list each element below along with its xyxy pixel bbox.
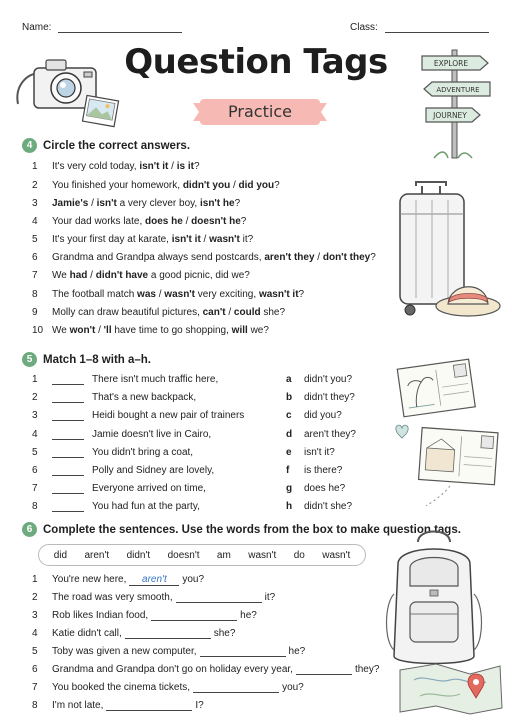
option-b[interactable]: could [233, 307, 261, 318]
camera-icon [12, 44, 124, 132]
circle-item-5: 5 It's your first day at karate, isn't it / wasn't it? [32, 234, 254, 245]
match-left-3: 3 Heidi bought a new pair of trainers [32, 410, 245, 421]
option-b[interactable]: did you [238, 180, 275, 191]
option-a[interactable]: was [137, 289, 156, 300]
match-right-c: c did you? [286, 410, 342, 421]
answer-blank[interactable] [200, 648, 286, 657]
word: aren't [84, 549, 110, 561]
match-left-2: 2 That's a new backpack, [32, 392, 197, 403]
class-label: Class: [350, 22, 378, 33]
match-right-b: b didn't they? [286, 392, 355, 403]
match-right-e: e isn't it? [286, 447, 335, 458]
complete-item-5: 5 Toby was given a new computer, he? [32, 646, 306, 657]
word: am [216, 549, 231, 561]
option-b[interactable]: is it [176, 161, 194, 172]
match-answer-blank[interactable] [52, 449, 84, 458]
answer-blank[interactable] [151, 612, 237, 621]
section-4-badge: 4 [22, 138, 37, 153]
sign-adventure: ADVENTURE [436, 86, 480, 94]
option-a[interactable]: can't [202, 307, 226, 318]
circle-item-4: 4 Your dad works late, does he / doesn't he? [32, 216, 247, 227]
option-b[interactable]: don't they [322, 252, 371, 263]
suitcase-icon [392, 180, 504, 328]
class-blank[interactable] [385, 23, 489, 33]
section-5-badge: 5 [22, 352, 37, 367]
section-5-heading [22, 352, 151, 367]
answer-blank[interactable] [125, 630, 211, 639]
sign-journey: JOURNEY [433, 111, 467, 120]
complete-item-7: 7 You booked the cinema tickets, you? [32, 682, 304, 693]
circle-item-6: 6 Grandma and Grandpa always send postcards, aren't they / don't they? [32, 252, 376, 263]
answer-blank[interactable] [296, 666, 352, 675]
circle-item-9: 9 Molly can draw beautiful pictures, can't / could she? [32, 307, 286, 318]
match-answer-blank[interactable] [52, 412, 84, 421]
section-4-instructions: Circle the correct answers. [43, 139, 191, 152]
option-b[interactable]: wasn't [164, 289, 196, 300]
circle-item-10: 10 We won't / 'll have time to go shopping, will we? [32, 325, 269, 336]
match-left-8: 8 You had fun at the party, [32, 501, 200, 512]
word: wasn't [322, 549, 351, 561]
circle-item-2: 2 You finished your homework, didn't you / did you? [32, 180, 280, 191]
match-right-d: d aren't they? [286, 429, 356, 440]
match-left-4: 4 Jamie doesn't live in Cairo, [32, 429, 212, 440]
class-field[interactable] [350, 22, 489, 33]
name-blank[interactable] [58, 23, 182, 33]
word: doesn't [167, 549, 200, 561]
match-right-a: a didn't you? [286, 374, 353, 385]
option-a[interactable]: isn't it [139, 161, 169, 172]
complete-item-6: 6 Grandma and Grandpa don't go on holiday every year, they? [32, 664, 380, 675]
sign-explore: EXPLORE [433, 59, 469, 68]
option-a[interactable]: had [69, 270, 88, 281]
answer-blank[interactable] [176, 594, 262, 603]
match-answer-blank[interactable] [52, 503, 84, 512]
option-a[interactable]: aren't they [264, 252, 315, 263]
match-answer-blank[interactable] [52, 431, 84, 440]
complete-item-3: 3 Rob likes Indian food, he? [32, 610, 257, 621]
match-left-5: 5 You didn't bring a coat, [32, 447, 194, 458]
answer-blank[interactable] [106, 702, 192, 711]
complete-item-4: 4 Katie didn't call, she? [32, 628, 236, 639]
postcards-icon [392, 356, 504, 506]
match-answer-blank[interactable] [52, 485, 84, 494]
section-6-instructions: Complete the sentences. Use the words from the box to make question tags. [43, 523, 461, 536]
option-a[interactable]: does he [145, 216, 183, 227]
word: didn't [126, 549, 151, 561]
section-4-heading [22, 138, 190, 153]
name-label: Name: [22, 22, 52, 33]
option-b[interactable]: wasn't [209, 234, 240, 245]
section-6-badge: 6 [22, 522, 37, 537]
word: do [293, 549, 305, 561]
option-a[interactable]: won't [69, 325, 96, 336]
complete-item-8: 8 I'm not late, I? [32, 700, 204, 711]
option-b[interactable]: didn't have [95, 270, 149, 281]
word: wasn't [248, 549, 277, 561]
option-b[interactable]: isn't [96, 198, 117, 209]
page-title: Question Tags [124, 42, 388, 82]
option-a[interactable]: didn't you [182, 180, 231, 191]
signpost-icon [414, 46, 498, 164]
section-5-instructions: Match 1–8 with a–h. [43, 353, 152, 366]
match-left-7: 7 Everyone arrived on time, [32, 483, 206, 494]
word-box [38, 544, 366, 566]
option-b[interactable]: doesn't he [191, 216, 241, 227]
circle-item-3: 3 Jamie's / isn't a very clever boy, isn't he? [32, 198, 241, 209]
name-field[interactable] [22, 22, 182, 33]
practice-ribbon: Practice [200, 99, 320, 125]
backpack-icon [380, 524, 506, 716]
circle-item-7: 7 We had / didn't have a good picnic, did we? [32, 270, 250, 281]
match-right-g: g does he? [286, 483, 346, 494]
match-right-f: f is there? [286, 465, 343, 476]
word: did [53, 549, 68, 561]
match-right-h: h didn't she? [286, 501, 353, 512]
match-answer-blank[interactable] [52, 467, 84, 476]
complete-item-2: 2 The road was very smooth, it? [32, 592, 276, 603]
match-answer-blank[interactable] [52, 376, 84, 385]
answer-blank[interactable] [193, 684, 279, 693]
match-left-6: 6 Polly and Sidney are lovely, [32, 465, 215, 476]
complete-item-1: 1 You're new here, aren't you? [32, 574, 205, 585]
circle-item-1: 1 It's very cold today, isn't it / is it? [32, 161, 200, 172]
circle-item-8: 8 The football match was / wasn't very exciting, wasn't it? [32, 289, 305, 300]
example-answer: aren't [129, 574, 179, 586]
option-a[interactable]: isn't it [171, 234, 201, 245]
option-a[interactable]: Jamie's [52, 198, 89, 209]
match-answer-blank[interactable] [52, 394, 84, 403]
match-left-1: 1 There isn't much traffic here, [32, 374, 219, 385]
option-b[interactable]: 'll [103, 325, 112, 336]
